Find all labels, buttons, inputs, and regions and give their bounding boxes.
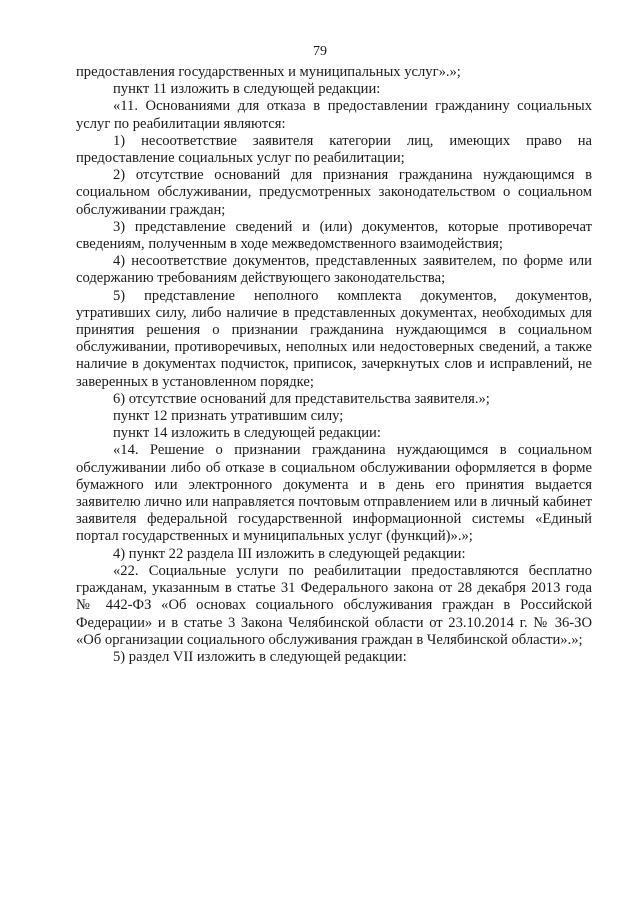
paragraph: 5) представление неполного комплекта документов, документов, утративших силу, либо наличие в представленных документах, необходимых для принятия решения о признании гражданина нуждающимся в социальном обслуживании, противоречивых, неполных или недостоверных сведений, а также наличие в документах подчисток, приписок, зачеркнутых слов и исправлений, не заверенных в установленном порядке; [76, 287, 592, 390]
paragraph: 4) пункт 22 раздела III изложить в следующей редакции: [113, 545, 466, 562]
paragraph: 2) отсутствие оснований для признания гражданина нуждающимся в социальном обслуживании, предусмотренных законодательством о социальном обслуживании граждан; [76, 167, 592, 218]
paragraph: «11. Основаниями для отказа в предоставлении гражданину социальных услуг по реабилитации являются: [76, 98, 592, 132]
paragraph: 1) несоответствие заявителя категории лиц, имеющих право на предоставление социальных услуг по реабилитации; [76, 132, 592, 167]
paragraph: 3) представление сведений и (или) документов, которые противоречат сведениям, полученным в ходе межведомственного взаимодействия; [76, 218, 592, 253]
paragraph: «22. Социальные услуги по реабилитации предоставляются бесплатно гражданам, указанным в статье 31 Федерального закона от 28 декабря 2013 года № 442-ФЗ «Об основах социального обслуживания граждан в Российской Федерации» и в статье 3 Закона Челябинской области от 23.10.2014 г. № 36-ЗО «Об организации социального обслуживания граждан в Челябинской области».»; [76, 562, 592, 648]
page-number: 79 [313, 44, 327, 59]
paragraph: пункт 14 изложить в следующей редакции: [113, 425, 381, 442]
paragraph: 4) несоответствие документов, представленных заявителем, по форме или содержанию требованиям действующего законодательства; [76, 253, 592, 287]
document-body [76, 64, 592, 666]
paragraph: 5) раздел VII изложить в следующей редакции: [113, 648, 407, 665]
paragraph: 6) отсутствие оснований для представительства заявителя.»; [113, 390, 490, 407]
paragraph: пункт 12 признать утратившим силу; [113, 408, 344, 425]
paragraph: «14. Решение о признании гражданина нуждающимся в социальном обслуживании либо об отказе в социальном обслуживании оформляется в форме бумажного или электронного документа и в день его принятия выдается заявителю лично или направляется почтовым отправлением или в личный кабинет заявителя федеральной государственной информационной системы «Единый портал государственных и муниципальных услуг (функций)».»; [76, 442, 592, 545]
paragraph: предоставления государственных и муниципальных услуг».»; [76, 64, 461, 80]
paragraph: пункт 11 изложить в следующей редакции: [113, 81, 381, 98]
